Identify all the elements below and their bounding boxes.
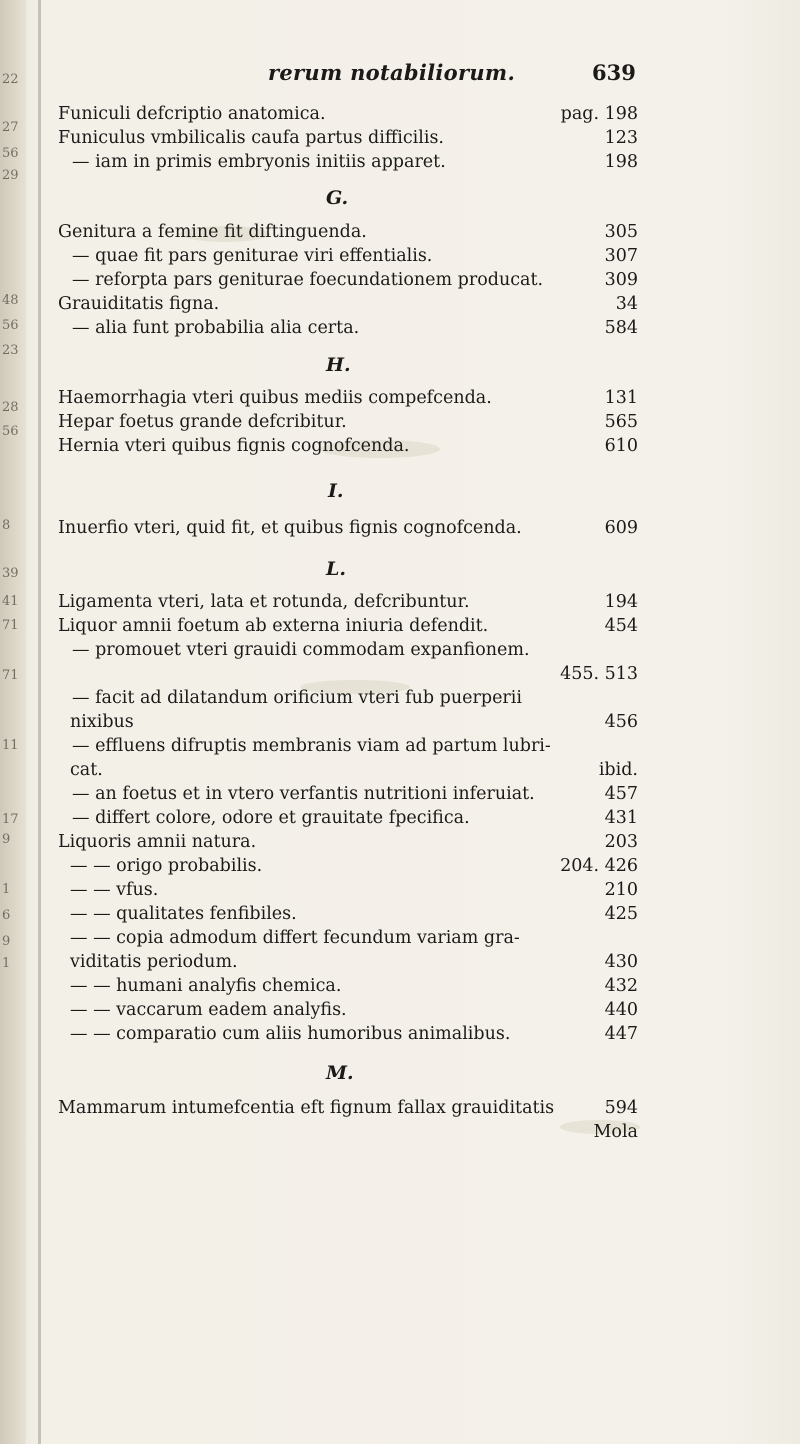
gutter-fragment: 29 — [2, 168, 19, 183]
entry-text: — promouet vteri grauidi commodam expanfionem. — [72, 640, 530, 660]
gutter-fragment: 22 — [2, 72, 19, 87]
gutter-fragment: 39 — [2, 566, 19, 581]
entry-text: — reforpta pars geniturae foecundationem producat. — [72, 270, 544, 290]
entry-text: — differt colore, odore et grauitate fpecifica. — [72, 808, 470, 828]
index-entry — [58, 388, 638, 412]
entry-page: pag. 198 — [560, 104, 638, 124]
entry-page: 123 — [604, 128, 638, 148]
index-entry — [58, 436, 638, 460]
index-entry — [58, 518, 638, 542]
entry-text: Liquor amnii foetum ab externa iniuria defendit. — [58, 616, 489, 636]
entry-page: 584 — [604, 318, 638, 338]
index-entry — [58, 880, 638, 904]
entry-text: — — copia admodum differt fecundum variam gra- — [70, 928, 520, 948]
running-title: rerum notabiliorum. — [268, 60, 516, 85]
index-entry — [58, 904, 638, 928]
entry-page: 430 — [604, 952, 638, 972]
entry-page: 203 — [604, 832, 638, 852]
entry-page: 440 — [604, 1000, 638, 1020]
index-entry — [58, 832, 638, 856]
entry-text: Hernia vteri quibus fignis cognofcenda. — [58, 436, 410, 456]
entry-page: 447 — [604, 1024, 638, 1044]
entry-text: Funiculi defcriptio anatomica. — [58, 104, 326, 124]
entry-text: Grauiditatis figna. — [58, 294, 220, 314]
index-entry — [58, 222, 638, 246]
index-entry — [58, 688, 638, 712]
entry-page: 565 — [604, 412, 638, 432]
section-letter-l: L. — [326, 558, 346, 580]
entry-page: 307 — [604, 246, 638, 266]
entry-text: — — origo probabilis. — [70, 856, 263, 876]
entry-text: Mammarum intumefcentia eft fignum fallax grauiditatis — [58, 1098, 555, 1118]
section-letter-i: I. — [328, 480, 344, 502]
index-entry — [58, 1024, 638, 1048]
index-entry — [58, 246, 638, 270]
index-entry-continuation — [58, 952, 638, 976]
entry-page: 594 — [604, 1098, 638, 1118]
entry-page: 425 — [604, 904, 638, 924]
entry-text: cat. — [70, 760, 103, 780]
index-entry — [58, 976, 638, 1000]
index-entry — [58, 736, 638, 760]
catchword-line — [58, 1122, 638, 1146]
index-entry — [58, 616, 638, 640]
entry-page: 609 — [604, 518, 638, 538]
entry-text: viditatis periodum. — [70, 952, 238, 972]
section-letter-h: H. — [326, 354, 351, 376]
index-entry — [58, 784, 638, 808]
entry-text: — facit ad dilatandum orificium vteri fub puerperii — [72, 688, 522, 708]
index-entry — [58, 270, 638, 294]
gutter-fragment: 1 — [2, 882, 11, 897]
entry-text: — — qualitates fenfibiles. — [70, 904, 297, 924]
index-entry — [58, 152, 638, 176]
gutter-fragment: 56 — [2, 146, 19, 161]
entry-text: Funiculus vmbilicalis caufa partus difficilis. — [58, 128, 444, 148]
catchword: Mola — [593, 1122, 638, 1142]
gutter-fragment: 11 — [2, 738, 19, 753]
gutter-fragment: 41 — [2, 594, 19, 609]
entry-text: Hepar foetus grande defcribitur. — [58, 412, 347, 432]
index-entry — [58, 928, 638, 952]
entry-text: — — vaccarum eadem analyfis. — [70, 1000, 347, 1020]
gutter-fragment: 71 — [2, 618, 19, 633]
gutter-fragment: 9 — [2, 832, 11, 847]
entry-page: ibid. — [598, 760, 638, 780]
index-entry — [58, 1098, 638, 1122]
entry-text: — — vfus. — [70, 880, 159, 900]
index-entry-pages — [58, 664, 638, 688]
entry-page: 198 — [604, 152, 638, 172]
entry-page: 204. 426 — [560, 856, 638, 876]
entry-page: 34 — [615, 294, 638, 314]
entry-text: — an foetus et in vtero verfantis nutritioni inferuiat. — [72, 784, 535, 804]
entry-text: Inuerfio vteri, quid fit, et quibus fignis cognofcenda. — [58, 518, 522, 538]
index-entry — [58, 808, 638, 832]
entry-text: Haemorrhagia vteri quibus mediis compefcenda. — [58, 388, 492, 408]
entry-page: 309 — [604, 270, 638, 290]
gutter-fragment: 28 — [2, 400, 19, 415]
gutter-fragment: 48 — [2, 293, 19, 308]
entry-page: 305 — [604, 222, 638, 242]
gutter-fragment: 71 — [2, 668, 19, 683]
index-entry — [58, 318, 638, 342]
entry-page: 457 — [604, 784, 638, 804]
index-entry — [58, 128, 638, 152]
entry-page: 610 — [604, 436, 638, 456]
entry-page: 455. 513 — [560, 664, 638, 684]
entry-text: Ligamenta vteri, lata et rotunda, defcribuntur. — [58, 592, 470, 612]
gutter-fragment: 9 — [2, 934, 11, 949]
index-entry — [58, 640, 638, 664]
gutter-fragment: 8 — [2, 518, 11, 533]
gutter-fragment: 56 — [2, 318, 19, 333]
index-entry — [58, 412, 638, 436]
gutter-fragment: 23 — [2, 343, 19, 358]
entry-page: 210 — [604, 880, 638, 900]
entry-page: 456 — [604, 712, 638, 732]
entry-page: 454 — [604, 616, 638, 636]
entry-text: — — comparatio cum aliis humoribus animalibus. — [70, 1024, 511, 1044]
gutter-fragment: 17 — [2, 812, 19, 827]
section-letter-m: M. — [326, 1062, 354, 1084]
entry-page: 131 — [604, 388, 638, 408]
gutter-fragment: 27 — [2, 120, 19, 135]
entry-text: — alia funt probabilia alia certa. — [72, 318, 360, 338]
entry-page: 194 — [604, 592, 638, 612]
gutter-fragment: 56 — [2, 424, 19, 439]
section-letter-g: G. — [326, 187, 349, 209]
entry-text: Liquoris amnii natura. — [58, 832, 257, 852]
entry-page: 432 — [604, 976, 638, 996]
entry-text: — — humani analyfis chemica. — [70, 976, 342, 996]
entry-text: — quae fit pars geniturae viri effentialis. — [72, 246, 433, 266]
entry-text: nixibus — [70, 712, 134, 732]
entry-text: — iam in primis embryonis initiis apparet. — [72, 152, 446, 172]
index-entry — [58, 294, 638, 318]
page-number: 639 — [592, 60, 636, 85]
gutter-fragment: 6 — [2, 908, 11, 923]
entry-text: — effluens difruptis membranis viam ad partum lubri- — [72, 736, 551, 756]
index-entry-continuation — [58, 712, 638, 736]
entry-text: Genitura a femine fit diftinguenda. — [58, 222, 367, 242]
index-entry — [58, 592, 638, 616]
index-entry — [58, 856, 638, 880]
index-entry — [58, 1000, 638, 1024]
entry-page: 431 — [604, 808, 638, 828]
index-entry-continuation — [58, 760, 638, 784]
gutter-fragment: 1 — [2, 956, 11, 971]
index-entry — [58, 104, 638, 128]
